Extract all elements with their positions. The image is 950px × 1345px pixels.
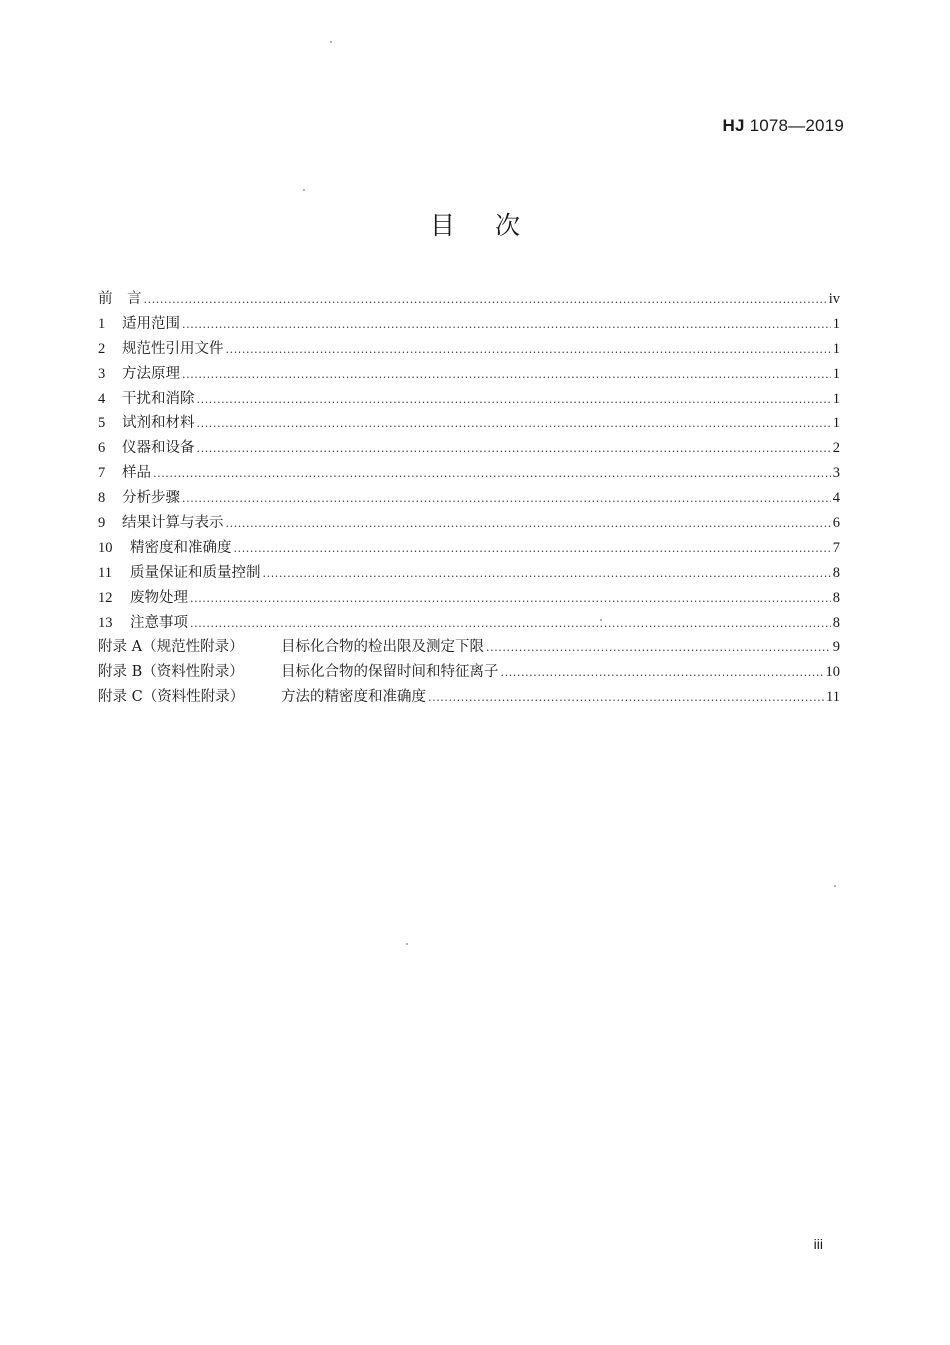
toc-entry-page: 1 (832, 340, 840, 357)
toc-leader-dots (197, 388, 831, 413)
toc-leader-dots (197, 412, 831, 437)
toc-appendix-heading: 附录 C（资料性附录） (98, 689, 245, 706)
toc-entry-7[interactable] (98, 461, 840, 486)
toc-entry-page: 8 (832, 564, 840, 581)
toc-entry-3[interactable] (98, 362, 840, 387)
toc-entry-4[interactable] (98, 387, 840, 412)
standard-code-number: 1078—2019 (749, 116, 844, 135)
standard-code-prefix: HJ (722, 116, 745, 135)
toc-entry-6[interactable] (98, 436, 840, 461)
toc-leader-dots (263, 562, 831, 587)
toc-entry-page: 8 (832, 589, 840, 606)
toc-entry-label: 精密度和准确度 (130, 539, 232, 556)
scan-speck (330, 41, 332, 43)
toc-entry-label: 干扰和消除 (122, 390, 195, 407)
scan-speck (406, 943, 408, 945)
toc-entry-number: 6 (98, 440, 106, 457)
toc-entry-8[interactable] (98, 486, 840, 511)
toc-leader-dots (234, 537, 831, 562)
scan-speck (303, 189, 305, 191)
toc-entry-page: 1 (832, 365, 840, 382)
toc-entry-label: 试剂和材料 (122, 415, 195, 432)
toc-entry-label: 仪器和设备 (122, 440, 195, 457)
toc-entry-label: 结果计算与表示 (122, 515, 224, 532)
toc-leader-dots (144, 288, 827, 313)
toc-appendix-label: 目标化合物的检出限及测定下限 (281, 639, 484, 656)
toc-leader-dots (486, 636, 831, 661)
toc-entry-number: 1 (98, 315, 106, 332)
toc-appendix-b[interactable] (98, 660, 840, 685)
scan-speck (600, 619, 602, 621)
toc-entry-number: 4 (98, 390, 106, 407)
toc-entry-page: 7 (832, 539, 840, 556)
scan-speck (834, 885, 836, 887)
toc-appendix-label: 目标化合物的保留时间和特征离子 (281, 664, 499, 681)
toc-entry-number: 3 (98, 365, 106, 382)
toc-entry-number: 10 (98, 539, 113, 556)
toc-entry-page: 11 (826, 689, 840, 706)
toc-title: 目次 (429, 211, 560, 240)
toc-entry-label: 废物处理 (130, 589, 188, 606)
toc-leader-dots (226, 338, 831, 363)
toc-appendix-heading: 附录 B（资料性附录） (98, 664, 244, 681)
toc-entry-label: 分析步骤 (122, 490, 180, 507)
toc-entry-page: 4 (832, 490, 840, 507)
toc-entry-page: 1 (832, 415, 840, 432)
toc-entry-page: 10 (825, 664, 840, 681)
toc-entry-number: 2 (98, 340, 106, 357)
toc-entry-label: 质量保证和质量控制 (130, 564, 261, 581)
toc-leader-dots (190, 587, 831, 612)
toc-entry-number: 13 (98, 614, 113, 631)
toc-leader-dots (197, 437, 831, 462)
toc-entry-label: 方法原理 (122, 365, 180, 382)
toc-entry-2[interactable] (98, 337, 840, 362)
table-of-contents (98, 287, 840, 710)
toc-entry-number: 9 (98, 515, 106, 532)
toc-entry-12[interactable] (98, 586, 840, 611)
toc-appendix-heading: 附录 A（规范性附录） (98, 639, 244, 656)
toc-entry-page: iv (828, 291, 840, 307)
toc-entry-9[interactable] (98, 511, 840, 536)
toc-entry-label: 适用范围 (122, 315, 180, 332)
toc-entry-number: 12 (98, 589, 113, 606)
toc-leader-dots (190, 612, 831, 637)
toc-entry-1[interactable] (98, 312, 840, 337)
toc-appendix-label: 方法的精密度和准确度 (281, 689, 426, 706)
toc-leader-dots (226, 512, 831, 537)
toc-leader-dots (182, 363, 831, 388)
toc-entry-label: 前 言 (98, 291, 142, 307)
toc-entry-number: 11 (98, 564, 112, 581)
standard-code (722, 116, 844, 136)
toc-entry-page: 9 (832, 639, 840, 656)
toc-entry-page: 6 (832, 515, 840, 532)
toc-entry-page: 1 (832, 390, 840, 407)
toc-entry-11[interactable] (98, 561, 840, 586)
toc-leader-dots (182, 487, 831, 512)
toc-entry-number: 8 (98, 490, 106, 507)
toc-appendix-a[interactable] (98, 635, 840, 660)
toc-entry-page: 2 (832, 440, 840, 457)
toc-entry-page: 3 (832, 465, 840, 482)
toc-leader-dots (501, 661, 824, 686)
toc-entry-page: 8 (832, 614, 840, 631)
toc-entry-foreword[interactable] (98, 287, 840, 312)
toc-leader-dots (182, 313, 831, 338)
toc-entry-13[interactable] (98, 611, 840, 636)
toc-entry-10[interactable] (98, 536, 840, 561)
toc-leader-dots (428, 686, 824, 711)
toc-appendix-c[interactable] (98, 685, 840, 710)
toc-entry-label: 注意事项 (130, 614, 188, 631)
toc-entry-label: 规范性引用文件 (122, 340, 224, 357)
toc-entry-label: 样品 (122, 465, 151, 482)
toc-entry-number: 5 (98, 415, 106, 432)
toc-entry-number: 7 (98, 465, 106, 482)
toc-entry-page: 1 (832, 315, 840, 332)
toc-leader-dots (153, 462, 831, 487)
page-number: iii (813, 1236, 823, 1252)
toc-entry-5[interactable] (98, 411, 840, 436)
